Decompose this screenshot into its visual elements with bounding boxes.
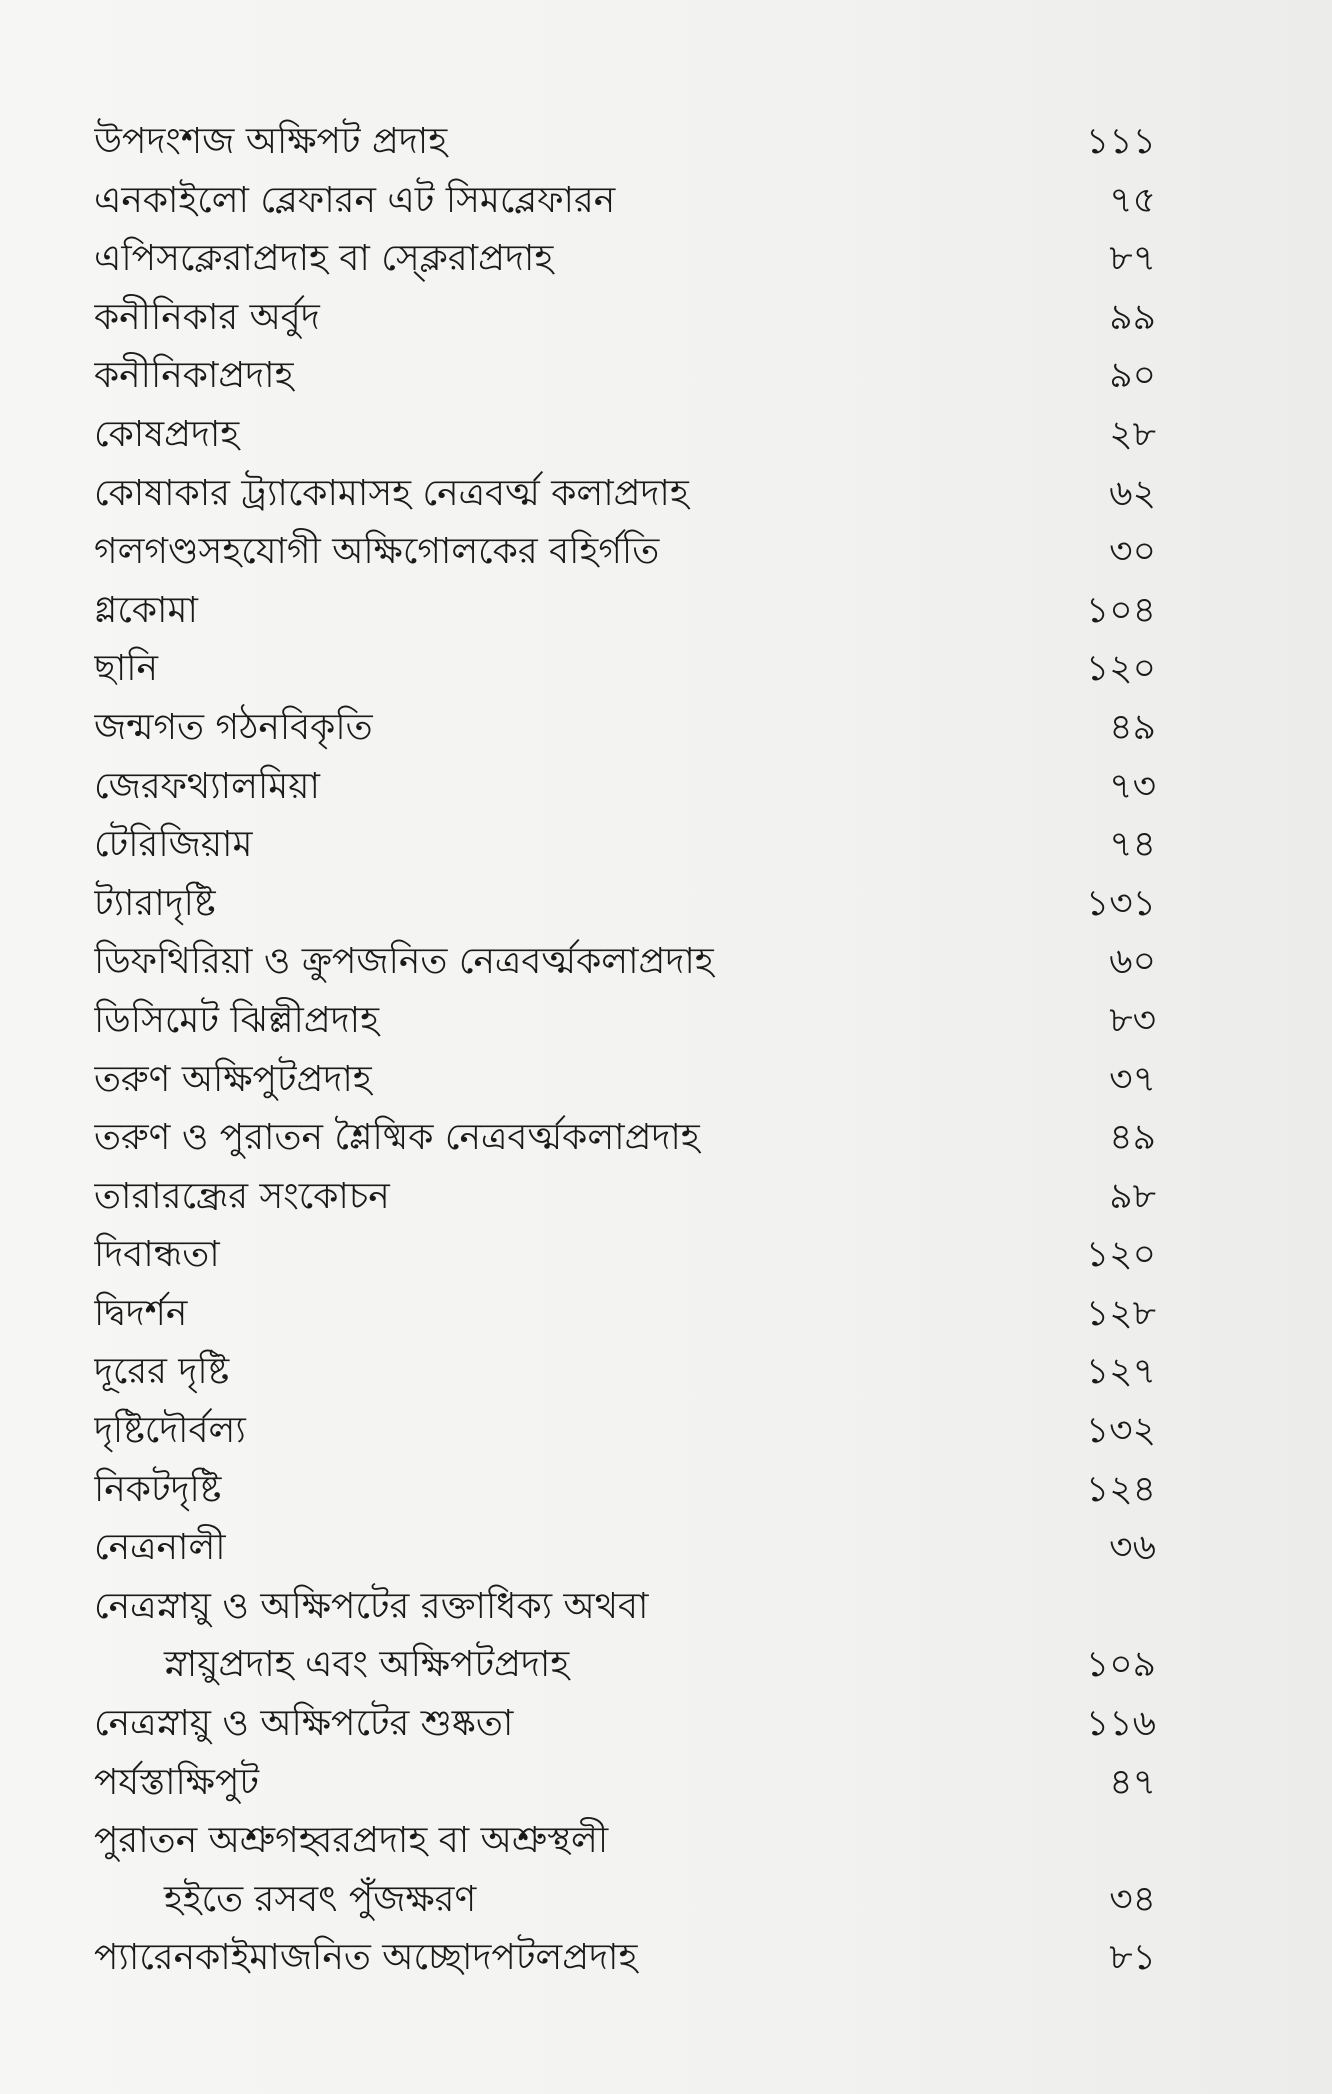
index-entry-line	[94, 172, 1156, 231]
index-page-number: ৪৯	[1109, 706, 1156, 748]
index-term: কনীনিকার অর্বুদ	[94, 296, 320, 338]
index-page-number: ৭৪	[1109, 824, 1156, 866]
index-page-number: ১১৬	[1085, 1703, 1156, 1745]
index-page-number: ৩৭	[1109, 1058, 1156, 1100]
index-entry	[94, 1754, 1156, 1813]
index-entry-line	[94, 1226, 1156, 1285]
index-entry-line	[94, 1168, 1156, 1227]
index-entry-line	[94, 582, 1156, 641]
index-page-number: ৭৩	[1109, 765, 1156, 807]
index-entry	[94, 1929, 1156, 1988]
index-entry	[94, 523, 1156, 582]
index-entry	[94, 1578, 1156, 1695]
index-page-number: ৪৯	[1109, 1117, 1156, 1159]
index-term: এপিসক্লেরাপ্রদাহ বা স্ক্লেরাপ্রদাহ	[94, 238, 554, 280]
index-term: উপদংশজ অক্ষিপট প্রদাহ	[94, 121, 448, 162]
index-entry	[94, 1343, 1156, 1402]
index-term: গ্লকোমা	[94, 589, 198, 631]
index-entry-line	[94, 1402, 1156, 1461]
index-entry	[94, 582, 1156, 641]
index-entry-line	[94, 465, 1156, 524]
index-entry	[94, 230, 1156, 289]
index-term: কনীনিকাপ্রদাহ	[94, 355, 294, 397]
index-entry	[94, 933, 1156, 992]
index-page-number: ৩৬	[1109, 1527, 1156, 1569]
index-entry	[94, 289, 1156, 348]
index-term: গলগণ্ডসহযোগী অক্ষিগোলকের বহির্গতি	[94, 531, 660, 573]
index-page-number: ৯০	[1109, 355, 1156, 397]
index-entry-continuation-line	[94, 1636, 1156, 1695]
index-entry	[94, 816, 1156, 875]
index-page-number: ৬০	[1109, 941, 1156, 983]
index-entry-line	[94, 1109, 1156, 1168]
index-page-number: ১১১	[1085, 121, 1156, 162]
index-page-number: ১২৪	[1085, 1468, 1156, 1510]
index-term: ট্যারাদৃষ্টি	[94, 882, 216, 924]
index-entry	[94, 699, 1156, 758]
index-entry-line	[94, 289, 1156, 348]
index-entry	[94, 172, 1156, 231]
index-page-number: ১০৯	[1085, 1644, 1156, 1686]
index-entry	[94, 1051, 1156, 1110]
index-entry-line	[94, 406, 1156, 465]
index-entry	[94, 347, 1156, 406]
index-term: পুরাতন অশ্রুগহ্বরপ্রদাহ বা অশ্রুস্থলী	[94, 1820, 609, 1862]
index-entry-line	[94, 816, 1156, 875]
index-page-number: ১২০	[1085, 1234, 1156, 1276]
index-page-number: ১৩২	[1085, 1410, 1156, 1452]
index-entry	[94, 1812, 1156, 1929]
index-entry-line	[94, 1519, 1156, 1578]
index-page-number: ৮৩	[1109, 999, 1156, 1041]
index-term: ছানি	[94, 648, 159, 690]
index-entry-line	[94, 1285, 1156, 1344]
index-term: প্যারেনকাইমাজনিত অচ্ছোদপটলপ্রদাহ	[94, 1937, 638, 1979]
index-page-number: ৪৭	[1109, 1761, 1156, 1803]
index-entry-line	[94, 699, 1156, 758]
index-term: দ্বিদর্শন	[94, 1292, 188, 1334]
index-entry-line	[94, 758, 1156, 817]
index-term: নেত্রস্নায়ু ও অক্ষিপটের রক্তাধিক্য অথবা	[94, 1585, 649, 1627]
index-entry-line	[94, 875, 1156, 934]
index-page-number: ১২৮	[1085, 1292, 1156, 1334]
index-entry	[94, 992, 1156, 1051]
index-entry-line	[94, 1461, 1156, 1520]
index-entry	[94, 1519, 1156, 1578]
index-page-number: ১২০	[1085, 648, 1156, 690]
index-entry-line	[94, 347, 1156, 406]
index-entry-line	[94, 640, 1156, 699]
index-term: দৃষ্টিদৌর্বল্য	[94, 1410, 246, 1452]
index-entry-line	[94, 992, 1156, 1051]
index-entry-line	[94, 1051, 1156, 1110]
index-term: তারারন্ধ্রের সংকোচন	[94, 1175, 390, 1217]
index-entry	[94, 1109, 1156, 1168]
index-term: পর্যস্তাক্ষিপুট	[94, 1761, 260, 1803]
index-entry-line	[94, 230, 1156, 289]
index-entry	[94, 1695, 1156, 1754]
index-entry	[94, 1402, 1156, 1461]
index-term: টেরিজিয়াম	[94, 824, 253, 866]
index-entry	[94, 1461, 1156, 1520]
index-page-number: ৬২	[1109, 472, 1156, 514]
index-entry	[94, 758, 1156, 817]
index-term: তরুণ অক্ষিপুটপ্রদাহ	[94, 1058, 372, 1100]
index-page-number: ৯৮	[1109, 1175, 1156, 1217]
index-term: কোষাকার ট্র্যাকোমাসহ নেত্রবর্ত্ম কলাপ্রদাহ	[94, 472, 689, 514]
index-entry-line	[94, 1695, 1156, 1754]
index-term: ডিসিমেট ঝিল্লীপ্রদাহ	[94, 999, 379, 1041]
index-entry-line	[94, 1812, 1156, 1871]
index-entry	[94, 1226, 1156, 1285]
index-entry	[94, 875, 1156, 934]
index-page-number: ৭৫	[1109, 179, 1156, 221]
index-entry	[94, 640, 1156, 699]
index-entry-line	[94, 1578, 1156, 1637]
index-term: জন্মগত গঠনবিকৃতি	[94, 706, 373, 748]
index-entry	[94, 406, 1156, 465]
index-term-continuation: হইতে রসবৎ পুঁজক্ষরণ	[164, 1878, 477, 1920]
index-page-number: ১২৭	[1085, 1351, 1156, 1393]
index-term-continuation: স্নায়ুপ্রদাহ এবং অক্ষিপটপ্রদাহ	[164, 1644, 570, 1686]
index-term: তরুণ ও পুরাতন শ্লৈষ্মিক নেত্রবর্ত্মকলাপ্রদাহ	[94, 1117, 700, 1159]
index-term: দিবান্ধতা	[94, 1234, 220, 1276]
index-entry-continuation-line	[94, 1871, 1156, 1930]
index-entry-line	[94, 1343, 1156, 1402]
index-term: নেত্রস্নায়ু ও অক্ষিপটের শুষ্কতা	[94, 1703, 514, 1745]
index-term: এনকাইলো ব্লেফারন এট সিমব্লেফারন	[94, 179, 616, 221]
index-entry	[94, 113, 1156, 172]
index-page-number: ৯৯	[1109, 296, 1156, 338]
index-page-number: ৩০	[1109, 531, 1156, 573]
index-entry-line	[94, 1754, 1156, 1813]
index-page-number: ৮১	[1109, 1937, 1156, 1979]
index-entry-line	[94, 1929, 1156, 1988]
index-term: জেরফথ্যালমিয়া	[94, 765, 320, 807]
index-term: কোষপ্রদাহ	[94, 413, 240, 455]
index-entry	[94, 1285, 1156, 1344]
index-page-number: ২৮	[1109, 413, 1156, 455]
index-term: নেত্রনালী	[94, 1527, 226, 1569]
index-entry-line	[94, 523, 1156, 582]
index-entry	[94, 465, 1156, 524]
index-page-number: ১৩১	[1085, 882, 1156, 924]
index-page-number: ১০৪	[1085, 589, 1156, 631]
index-term: নিকটদৃষ্টি	[94, 1468, 222, 1510]
index-entry-line	[94, 113, 1156, 172]
index-entry-line	[94, 933, 1156, 992]
index-term: ডিফথিরিয়া ও ক্রুপজনিত নেত্রবর্ত্মকলাপ্রদাহ	[94, 941, 714, 983]
index-page-number: ৮৭	[1109, 238, 1156, 280]
index-entry	[94, 1168, 1156, 1227]
index-term: দূরের দৃষ্টি	[94, 1351, 230, 1393]
index-page-number: ৩৪	[1109, 1878, 1156, 1920]
index-list	[94, 113, 1156, 1988]
